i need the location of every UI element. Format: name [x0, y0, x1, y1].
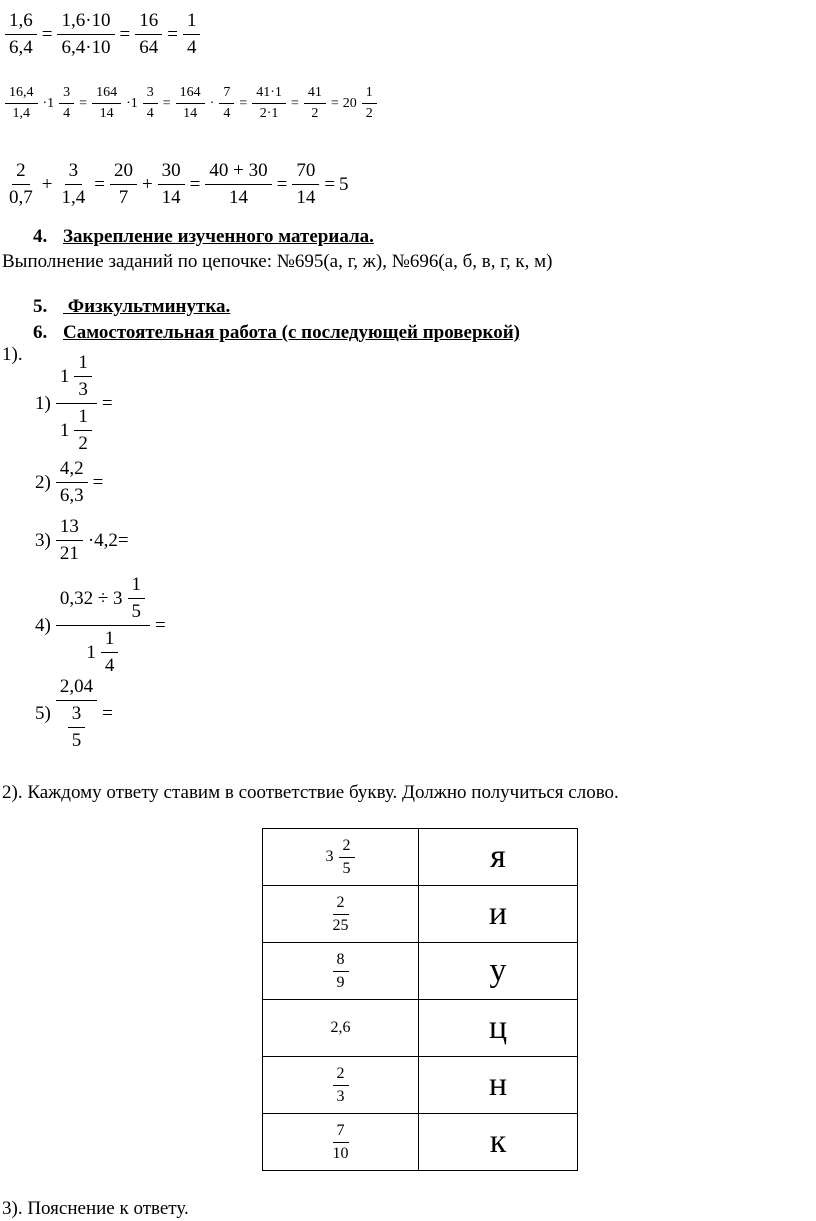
denominator: [96, 104, 118, 122]
formula-text: ·4,2=: [87, 529, 129, 551]
formula-text: 164: [96, 85, 118, 100]
denominator: [143, 104, 158, 122]
denominator: [225, 185, 252, 209]
numerator: [183, 10, 201, 35]
letter-cell: н: [419, 1057, 578, 1114]
formula-text: 5: [342, 859, 351, 877]
formula-text: 2,6: [330, 1019, 351, 1036]
formula-text: 3: [68, 160, 79, 181]
fraction: [5, 85, 38, 122]
fraction: [333, 951, 349, 992]
formula-text: =: [119, 23, 131, 45]
formula-text: 1,6·10: [61, 10, 111, 31]
fraction: [56, 352, 97, 455]
formula-text: +: [141, 173, 153, 195]
formula-text: 3: [78, 379, 88, 400]
fraction: [329, 1122, 353, 1163]
fraction: [110, 160, 137, 209]
fraction: [57, 160, 89, 209]
numerator: [219, 85, 234, 104]
numerator: [252, 85, 286, 104]
numerator: [101, 628, 119, 653]
formula-text: 2: [78, 433, 88, 454]
formula-text: 1: [104, 628, 115, 649]
numerator: [57, 10, 114, 35]
numerator: [56, 516, 83, 541]
formula-text: 21: [59, 543, 79, 564]
denominator: [179, 104, 201, 122]
formula-text: 3): [35, 529, 51, 551]
formula-text: 4: [63, 106, 71, 121]
formula-text: 3: [146, 85, 154, 100]
answer-table: [262, 828, 578, 1171]
formula-text: 16: [139, 10, 159, 31]
formula-text: 41·1: [256, 85, 282, 100]
numerator: [205, 160, 271, 185]
numerator: [304, 85, 326, 104]
denominator: [63, 701, 91, 752]
formula-text: 14: [99, 106, 114, 121]
numerator: [74, 352, 92, 377]
formula-text: 9: [336, 973, 345, 991]
section-number: 6.: [33, 322, 48, 343]
numerator: [362, 85, 377, 104]
formula-text: 6,3: [59, 485, 84, 506]
numerator: [56, 676, 97, 701]
problem-1: [33, 352, 115, 455]
formula-text: 4: [223, 106, 231, 121]
fraction: [56, 516, 83, 565]
fraction: [205, 160, 271, 209]
formula-text: 2): [35, 471, 51, 493]
formula-text: ·1: [126, 95, 138, 111]
denominator: [56, 541, 83, 565]
denominator: [82, 626, 123, 677]
numerator: [135, 10, 162, 35]
formula-text: 6,4: [9, 37, 33, 58]
denominator: [307, 104, 322, 122]
section-number: 4.: [33, 226, 48, 247]
formula-text: 70: [296, 160, 316, 181]
section-title: Закрепление изученного материала.: [63, 226, 374, 247]
formula-text: =: [290, 95, 299, 111]
denominator: [128, 599, 146, 623]
formula-text: 164: [179, 85, 201, 100]
formula-text: =: [330, 95, 339, 111]
denominator: [333, 972, 349, 992]
denominator: [362, 104, 377, 122]
fraction: [5, 10, 37, 59]
fraction: [59, 85, 74, 122]
numerator: [333, 951, 349, 972]
letter-cell: я: [419, 829, 578, 886]
numerator: [56, 352, 97, 404]
numerator: [158, 160, 185, 185]
denominator: [57, 35, 114, 59]
formula-text: 14: [161, 187, 181, 208]
numerator: [74, 406, 92, 431]
numerator: [333, 1065, 349, 1086]
formula-text: =: [324, 173, 336, 195]
denominator: [115, 185, 133, 209]
formula-text: 2: [342, 836, 351, 854]
example-formula-1: [2, 10, 203, 59]
formula-text: 13: [59, 516, 79, 537]
formula-text: 2: [336, 1064, 345, 1082]
denominator: [59, 104, 74, 122]
denominator: [183, 35, 201, 59]
answer-cell: [263, 1114, 419, 1171]
fraction: [183, 10, 201, 59]
formula-text: 16,4: [9, 85, 34, 100]
letter-cell: к: [419, 1114, 578, 1171]
formula-text: 4,2: [59, 458, 84, 479]
denominator: [329, 1143, 353, 1163]
formula-text: 0,32 ÷ 3: [59, 587, 123, 609]
fraction: [143, 85, 158, 122]
denominator: [5, 35, 37, 59]
formula-text: 2: [336, 893, 345, 911]
section-4-heading: [33, 226, 374, 248]
formula-text: 64: [139, 37, 159, 58]
formula-text: 20: [113, 160, 133, 181]
formula-text: 0,7: [9, 187, 33, 208]
example-formula-3: [2, 160, 351, 209]
table-row: [263, 1057, 578, 1114]
formula-text: =: [94, 173, 105, 195]
formula-text: 1,6: [9, 10, 33, 31]
letter-cell: ц: [419, 1000, 578, 1057]
fraction: [56, 676, 97, 752]
fraction: [5, 160, 37, 209]
fraction: [128, 574, 146, 623]
formula-text: 2·1: [259, 106, 279, 121]
table-row: [263, 943, 578, 1000]
formula-text: =: [189, 173, 201, 195]
formula-text: 3: [325, 848, 334, 865]
fraction: [92, 85, 121, 122]
fraction: [333, 1065, 349, 1106]
formula-text: 1): [35, 392, 51, 414]
section-5-heading: [33, 296, 230, 318]
formula-text: 1,4: [61, 187, 86, 208]
fraction: [135, 10, 162, 59]
formula-text: =: [92, 471, 104, 493]
formula-text: 6,4·10: [61, 37, 111, 58]
formula-text: =: [102, 703, 113, 724]
formula-text: +: [41, 173, 53, 195]
formula-text: 10: [332, 1144, 349, 1162]
fraction: [57, 10, 114, 59]
answer-cell: [263, 1057, 419, 1114]
denominator: [68, 728, 86, 752]
formula-text: 7: [336, 1121, 345, 1139]
formula-text: 5: [131, 601, 142, 622]
formula-text: ·1: [42, 95, 55, 111]
formula-text: 2,04: [59, 676, 94, 697]
denominator: [74, 377, 92, 401]
section-title: Физкультминутка.: [63, 296, 231, 317]
formula-text: 5: [339, 173, 349, 195]
formula-text: 3: [336, 1087, 345, 1105]
formula-text: 20: [342, 95, 357, 111]
formula-text: =: [155, 614, 166, 636]
denominator: [219, 104, 234, 122]
formula-text: 4: [186, 37, 197, 58]
formula-text: 14: [183, 106, 198, 121]
table-row: [263, 829, 578, 886]
formula-text: 7: [223, 85, 231, 100]
formula-text: 5: [71, 730, 82, 751]
problem-2: [33, 458, 105, 507]
fraction: [56, 458, 88, 507]
section-6-heading: [33, 322, 520, 344]
answer-cell: [263, 886, 419, 943]
formula-text: 1: [78, 352, 88, 373]
formula-text: =: [239, 95, 248, 111]
fraction: [219, 85, 234, 122]
numerator: [292, 160, 319, 185]
section-title: Самостоятельная работа (с последующей проверкой): [63, 322, 520, 343]
formula-text: 3: [63, 85, 71, 100]
formula-text: =: [41, 23, 53, 45]
numerator: [176, 85, 205, 104]
fraction: [68, 703, 86, 752]
formula-text: 1: [59, 419, 70, 441]
formula-text: =: [101, 392, 113, 414]
numerator: [110, 160, 137, 185]
answer-cell: [263, 1000, 419, 1057]
formula-text: 1: [86, 641, 96, 663]
numerator: [5, 85, 38, 104]
numerator: [65, 160, 83, 185]
formula-text: 2: [365, 106, 373, 121]
denominator: [256, 104, 283, 122]
numerator: [128, 574, 146, 599]
denominator: [329, 915, 353, 935]
denominator: [56, 404, 97, 455]
numerator: [59, 85, 74, 104]
fraction: [158, 160, 185, 209]
fraction: [74, 406, 92, 455]
formula-text: 5): [35, 703, 51, 724]
formula-text: 4: [146, 106, 154, 121]
fraction: [292, 160, 319, 209]
part-1-label: 1).: [2, 344, 23, 365]
formula-text: ·: [209, 95, 215, 111]
formula-text: 1,4: [12, 106, 30, 121]
formula-text: 7: [118, 187, 129, 208]
formula-text: =: [162, 95, 171, 111]
fraction: [304, 85, 326, 122]
formula-text: =: [79, 95, 88, 111]
fraction: [252, 85, 286, 122]
denominator: [158, 185, 185, 209]
numerator: [56, 458, 88, 483]
formula-text: 41: [307, 85, 322, 100]
example-formula-2: [2, 85, 380, 122]
denominator: [5, 185, 37, 209]
formula-text: 4: [104, 655, 115, 676]
formula-text: 14: [228, 187, 248, 208]
answer-cell: [263, 943, 419, 1000]
fraction: [101, 628, 119, 677]
numerator: [143, 85, 158, 104]
problem-4: [33, 574, 168, 677]
formula-text: 1: [78, 406, 88, 427]
problem-3: [33, 516, 131, 565]
denominator: [56, 483, 88, 507]
part-3-text: 3). Пояснение к ответу.: [2, 1198, 189, 1219]
formula-text: 30: [161, 160, 181, 181]
numerator: [339, 837, 355, 858]
table-row: [263, 1000, 578, 1057]
part-2-text: 2). Каждому ответу ставим в соответствие букву. Должно получиться слово.: [2, 782, 619, 803]
formula-text: 4): [35, 614, 51, 636]
formula-text: 1: [59, 365, 70, 387]
problem-5: [33, 676, 115, 752]
formula-text: 40 + 30: [209, 160, 268, 181]
formula-text: 3: [71, 703, 82, 724]
table-row: [263, 886, 578, 943]
formula-text: 14: [296, 187, 316, 208]
numerator: [12, 160, 30, 185]
table-row: [263, 1114, 578, 1171]
formula-text: 2: [311, 106, 319, 121]
formula-text: 1: [186, 10, 197, 31]
denominator: [57, 185, 89, 209]
letter-cell: и: [419, 886, 578, 943]
numerator: [68, 703, 86, 728]
denominator: [74, 431, 92, 455]
fraction: [74, 352, 92, 401]
formula-text: =: [276, 173, 288, 195]
formula-text: 1: [365, 85, 373, 100]
formula-text: =: [167, 23, 178, 45]
section-number: 5.: [33, 296, 48, 317]
fraction: [329, 894, 353, 935]
denominator: [292, 185, 319, 209]
fraction: [56, 574, 150, 677]
fraction: [362, 85, 377, 122]
numerator: [56, 574, 150, 626]
denominator: [135, 35, 162, 59]
formula-text: 25: [332, 916, 349, 934]
chain-tasks-text: Выполнение заданий по цепочке: №695(а, г, ж), №696(а, б, в, г, к, м): [2, 251, 553, 272]
fraction: [176, 85, 205, 122]
numerator: [92, 85, 121, 104]
denominator: [333, 1086, 349, 1106]
fraction: [339, 837, 355, 878]
numerator: [333, 1122, 349, 1143]
denominator: [101, 653, 119, 677]
denominator: [339, 858, 355, 878]
numerator: [5, 10, 37, 35]
denominator: [9, 104, 35, 122]
formula-text: 1: [131, 574, 142, 595]
answer-cell: [263, 829, 419, 886]
formula-text: 2: [16, 160, 26, 181]
numerator: [333, 894, 349, 915]
letter-cell: у: [419, 943, 578, 1000]
formula-text: 8: [336, 950, 345, 968]
